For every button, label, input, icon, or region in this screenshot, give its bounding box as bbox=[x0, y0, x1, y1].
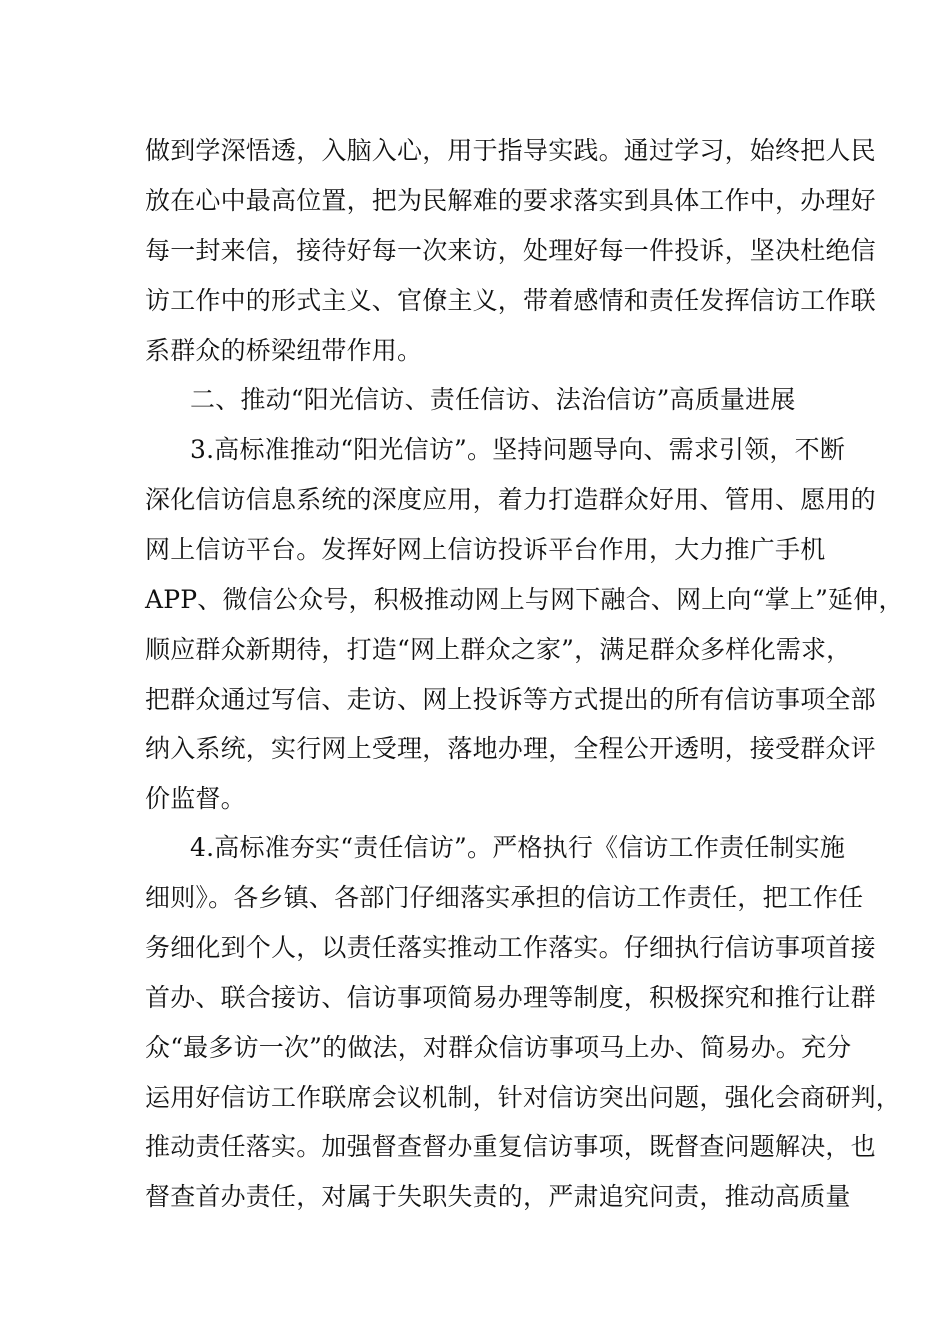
paragraph-first-line: 3.高标准推动“阳光信访”。坚持问题导向、需求引领，不断 bbox=[190, 435, 846, 464]
paragraph-first-line: 4.高标准夯实“责任信访”。严格执行《信访工作责任制实施 bbox=[190, 833, 846, 862]
body-text-line: 务细化到个人，以责任落实推动工作落实。仔细执行信访事项首接 bbox=[145, 933, 876, 962]
body-text-line: 网上信访平台。发挥好网上信访投诉平台作用，大力推广手机 bbox=[145, 535, 826, 564]
body-text-line: 纳入系统，实行网上受理，落地办理，全程公开透明，接受群众评 bbox=[145, 734, 876, 763]
body-text-line: 推动责任落实。加强督查督办重复信访事项，既督查问题解决，也 bbox=[145, 1132, 876, 1161]
body-text-line: 运用好信访工作联席会议机制，针对信访突出问题，强化会商研判， bbox=[145, 1083, 902, 1112]
body-text-line: 做到学深悟透，入脑入心，用于指导实践。通过学习，始终把人民 bbox=[145, 136, 876, 165]
body-text-line: 细则》。各乡镇、各部门仔细落实承担的信访工作责任，把工作任 bbox=[145, 883, 864, 912]
body-text-line: 把群众通过写信、走访、网上投诉等方式提出的所有信访事项全部 bbox=[145, 685, 876, 714]
section-heading: 二、推动“阳光信访、责任信访、法治信访”高质量进展 bbox=[190, 385, 796, 414]
body-text-line: 每一封来信，接待好每一次来访，处理好每一件投诉，坚决杜绝信 bbox=[145, 236, 876, 265]
body-text-line: APP、微信公众号，积极推动网上与网下融合、网上向“掌上”延伸， bbox=[145, 585, 904, 614]
body-text-line: 顺应群众新期待，打造“网上群众之家”，满足群众多样化需求， bbox=[145, 635, 852, 664]
body-text-line: 首办、联合接访、信访事项简易办理等制度，积极探究和推行让群 bbox=[145, 983, 876, 1012]
body-text-line: 督查首办责任，对属于失职失责的，严肃追究问责，推动高质量 bbox=[145, 1182, 851, 1211]
body-text-line: 访工作中的形式主义、官僚主义，带着感情和责任发挥信访工作联 bbox=[145, 286, 876, 315]
body-text-line: 众“最多访一次”的做法，对群众信访事项马上办、简易办。充分 bbox=[145, 1033, 852, 1062]
body-text-line: 深化信访信息系统的深度应用，着力打造群众好用、管用、愿用的 bbox=[145, 485, 876, 514]
body-text-line: 放在心中最高位置，把为民解难的要求落实到具体工作中，办理好 bbox=[145, 186, 876, 215]
body-text-line: 系群众的桥梁纽带作用。 bbox=[145, 336, 423, 365]
body-text-line: 价监督。 bbox=[145, 784, 246, 813]
